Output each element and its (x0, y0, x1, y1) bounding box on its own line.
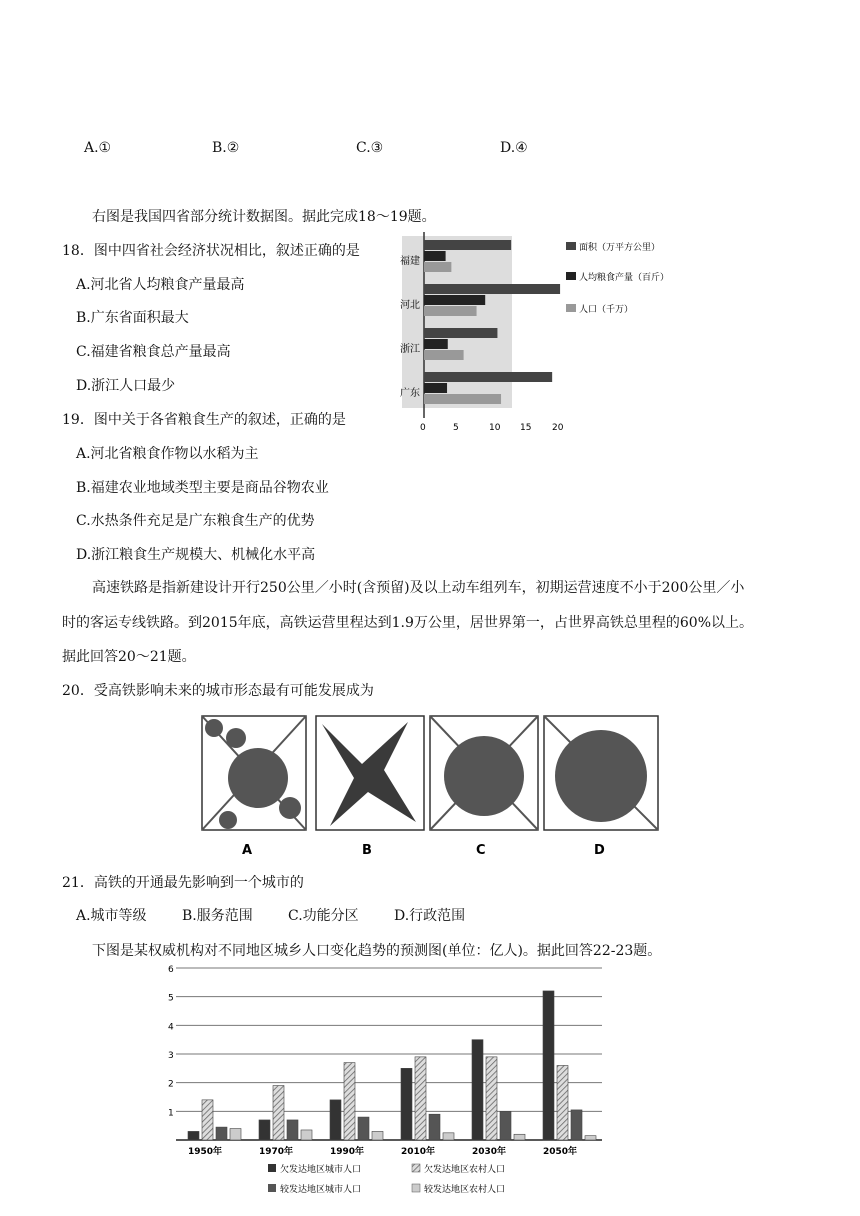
q19-stem: 19．图中关于各省粮食生产的叙述，正确的是 (62, 412, 346, 428)
province-label-hebei: 河北 (400, 300, 420, 311)
city-form-d (544, 716, 658, 830)
legend-swatch-grain (566, 272, 576, 280)
hsr-paragraph-line2: 时的客运专线铁路。到2015年底，高铁运营里程达到1.9万公里，居世界第一，占世界高铁总里程的60%以上。 (62, 615, 754, 631)
q21-option-a: A.城市等级 (76, 908, 147, 924)
q18-option-a: A.河北省人均粮食产量最高 (76, 277, 245, 293)
bar-2030年-2 (500, 1111, 511, 1140)
legend-swatch-developed-urban (268, 1184, 276, 1192)
bar-2050年-2 (571, 1110, 582, 1140)
province-stats-chart (396, 228, 670, 438)
bar-1970年-2 (287, 1120, 298, 1140)
city-form-label-b: B (362, 843, 372, 858)
y-tick-label: 2 (168, 1079, 174, 1090)
bar-浙江-0 (424, 328, 497, 338)
tick-5: 5 (453, 423, 459, 433)
bar-1990年-0 (330, 1100, 341, 1140)
q17-option-c: C.③ (356, 140, 384, 156)
bar-1950年-1 (202, 1100, 213, 1140)
x-tick-label: 2050年 (543, 1147, 578, 1157)
legend-swatch-area (566, 242, 576, 250)
q18-option-b: B.广东省面积最大 (76, 310, 189, 326)
tick-15: 15 (520, 423, 532, 433)
intro-18-19: 右图是我国四省部分统计数据图。据此完成18～19题。 (92, 209, 436, 225)
city-form-figure (200, 712, 660, 860)
legend-underdeveloped-urban: 欠发达地区城市人口 (280, 1165, 362, 1175)
province-label-guangdong: 广东 (400, 388, 420, 399)
q18-option-c: C.福建省粮食总产量最高 (76, 344, 231, 360)
bar-2050年-3 (585, 1136, 596, 1140)
city-form-a (202, 716, 306, 830)
q21-option-c: C.功能分区 (288, 908, 359, 924)
bar-2010年-3 (443, 1133, 454, 1140)
x-tick-label: 2010年 (401, 1147, 436, 1157)
bar-2050年-0 (543, 991, 554, 1140)
q19-option-c: C.水热条件充足是广东粮食生产的优势 (76, 513, 315, 529)
tick-10: 10 (489, 423, 501, 433)
bar-1950年-0 (188, 1131, 199, 1140)
bar-1970年-1 (273, 1086, 284, 1140)
legend-swatch-underdeveloped-urban (268, 1164, 276, 1172)
bar-福建-2 (424, 262, 451, 272)
bar-2030年-0 (472, 1040, 483, 1140)
legend-swatch-population (566, 304, 576, 312)
y-tick-label: 1 (168, 1108, 174, 1119)
bar-2030年-1 (486, 1057, 497, 1140)
legend-developed-rural: 较发达地区农村人口 (424, 1185, 506, 1195)
q18-stem: 18．图中四省社会经济状况相比，叙述正确的是 (62, 243, 360, 259)
bar-1990年-3 (372, 1131, 383, 1140)
x-tick-label: 2030年 (472, 1147, 507, 1157)
q17-option-d: D.④ (500, 140, 528, 156)
city-form-label-c: C (476, 843, 486, 858)
tick-0: 0 (420, 423, 426, 433)
bar-2050年-1 (557, 1065, 568, 1140)
bar-2010年-0 (401, 1068, 412, 1140)
bar-1970年-3 (301, 1130, 312, 1140)
q17-option-a: A.① (84, 140, 112, 156)
bar-浙江-2 (424, 350, 464, 360)
legend-area: 面积（万平方公里） (579, 243, 661, 253)
city-form-c (430, 716, 538, 830)
bar-河北-0 (424, 284, 560, 294)
q21-stem: 21．高铁的开通最先影响到一个城市的 (62, 875, 304, 891)
x-tick-label: 1970年 (259, 1147, 294, 1157)
hsr-paragraph-line3: 据此回答20～21题。 (62, 649, 196, 665)
bar-福建-1 (424, 251, 446, 261)
q19-option-b: B.福建农业地域类型主要是商品谷物农业 (76, 480, 329, 496)
province-label-fujian: 福建 (400, 256, 420, 267)
bar-广东-0 (424, 372, 552, 382)
q17-option-b: B.② (212, 140, 240, 156)
bar-浙江-1 (424, 339, 448, 349)
hsr-paragraph-line1: 高速铁路是指新建设计开行250公里／小时(含预留)及以上动车组列车，初期运营速度不小于200公里／小 (92, 580, 745, 596)
tick-20: 20 (552, 423, 564, 433)
legend-grain: 人均粮食产量（百斤） (579, 273, 670, 283)
city-form-b (316, 716, 424, 830)
bar-广东-2 (424, 394, 501, 404)
bar-河北-1 (424, 295, 485, 305)
bar-2010年-2 (429, 1114, 440, 1140)
y-tick-label: 3 (168, 1051, 174, 1061)
q19-option-a: A.河北省粮食作物以水稻为主 (76, 446, 259, 462)
city-form-label-d: D (594, 843, 605, 858)
province-label-zhejiang: 浙江 (400, 344, 420, 355)
bar-1990年-1 (344, 1063, 355, 1140)
y-tick-label: 6 (168, 965, 174, 975)
legend-swatch-underdeveloped-rural (412, 1164, 420, 1172)
q20-stem: 20．受高铁影响未来的城市形态最有可能发展成为 (62, 683, 374, 699)
bar-福建-0 (424, 240, 511, 250)
bar-1950年-3 (230, 1129, 241, 1140)
bar-广东-1 (424, 383, 447, 393)
legend-underdeveloped-rural: 欠发达地区农村人口 (424, 1165, 506, 1175)
legend-population: 人口（千万） (579, 305, 634, 315)
q19-option-d: D.浙江粮食生产规模大、机械化水平高 (76, 547, 316, 563)
x-tick-label: 1990年 (330, 1147, 365, 1157)
bar-2030年-3 (514, 1134, 525, 1140)
legend-developed-urban: 较发达地区城市人口 (280, 1185, 362, 1195)
bar-河北-2 (424, 306, 477, 316)
bar-1970年-0 (259, 1120, 270, 1140)
bar-1950年-2 (216, 1127, 227, 1140)
x-tick-label: 1950年 (188, 1147, 223, 1157)
q21-option-d: D.行政范围 (394, 908, 466, 924)
city-form-label-a: A (242, 843, 253, 858)
bar-1990年-2 (358, 1117, 369, 1140)
bar-2010年-1 (415, 1057, 426, 1140)
population-forecast-chart (160, 960, 610, 1200)
y-tick-label: 5 (168, 993, 174, 1004)
q18-option-d: D.浙江人口最少 (76, 378, 176, 394)
intro-22-23: 下图是某权威机构对不同地区城乡人口变化趋势的预测图(单位：亿人)。据此回答22-23题。 (92, 943, 662, 959)
q21-option-b: B.服务范围 (182, 908, 253, 924)
legend-swatch-developed-rural (412, 1184, 420, 1192)
y-tick-label: 4 (168, 1022, 174, 1033)
